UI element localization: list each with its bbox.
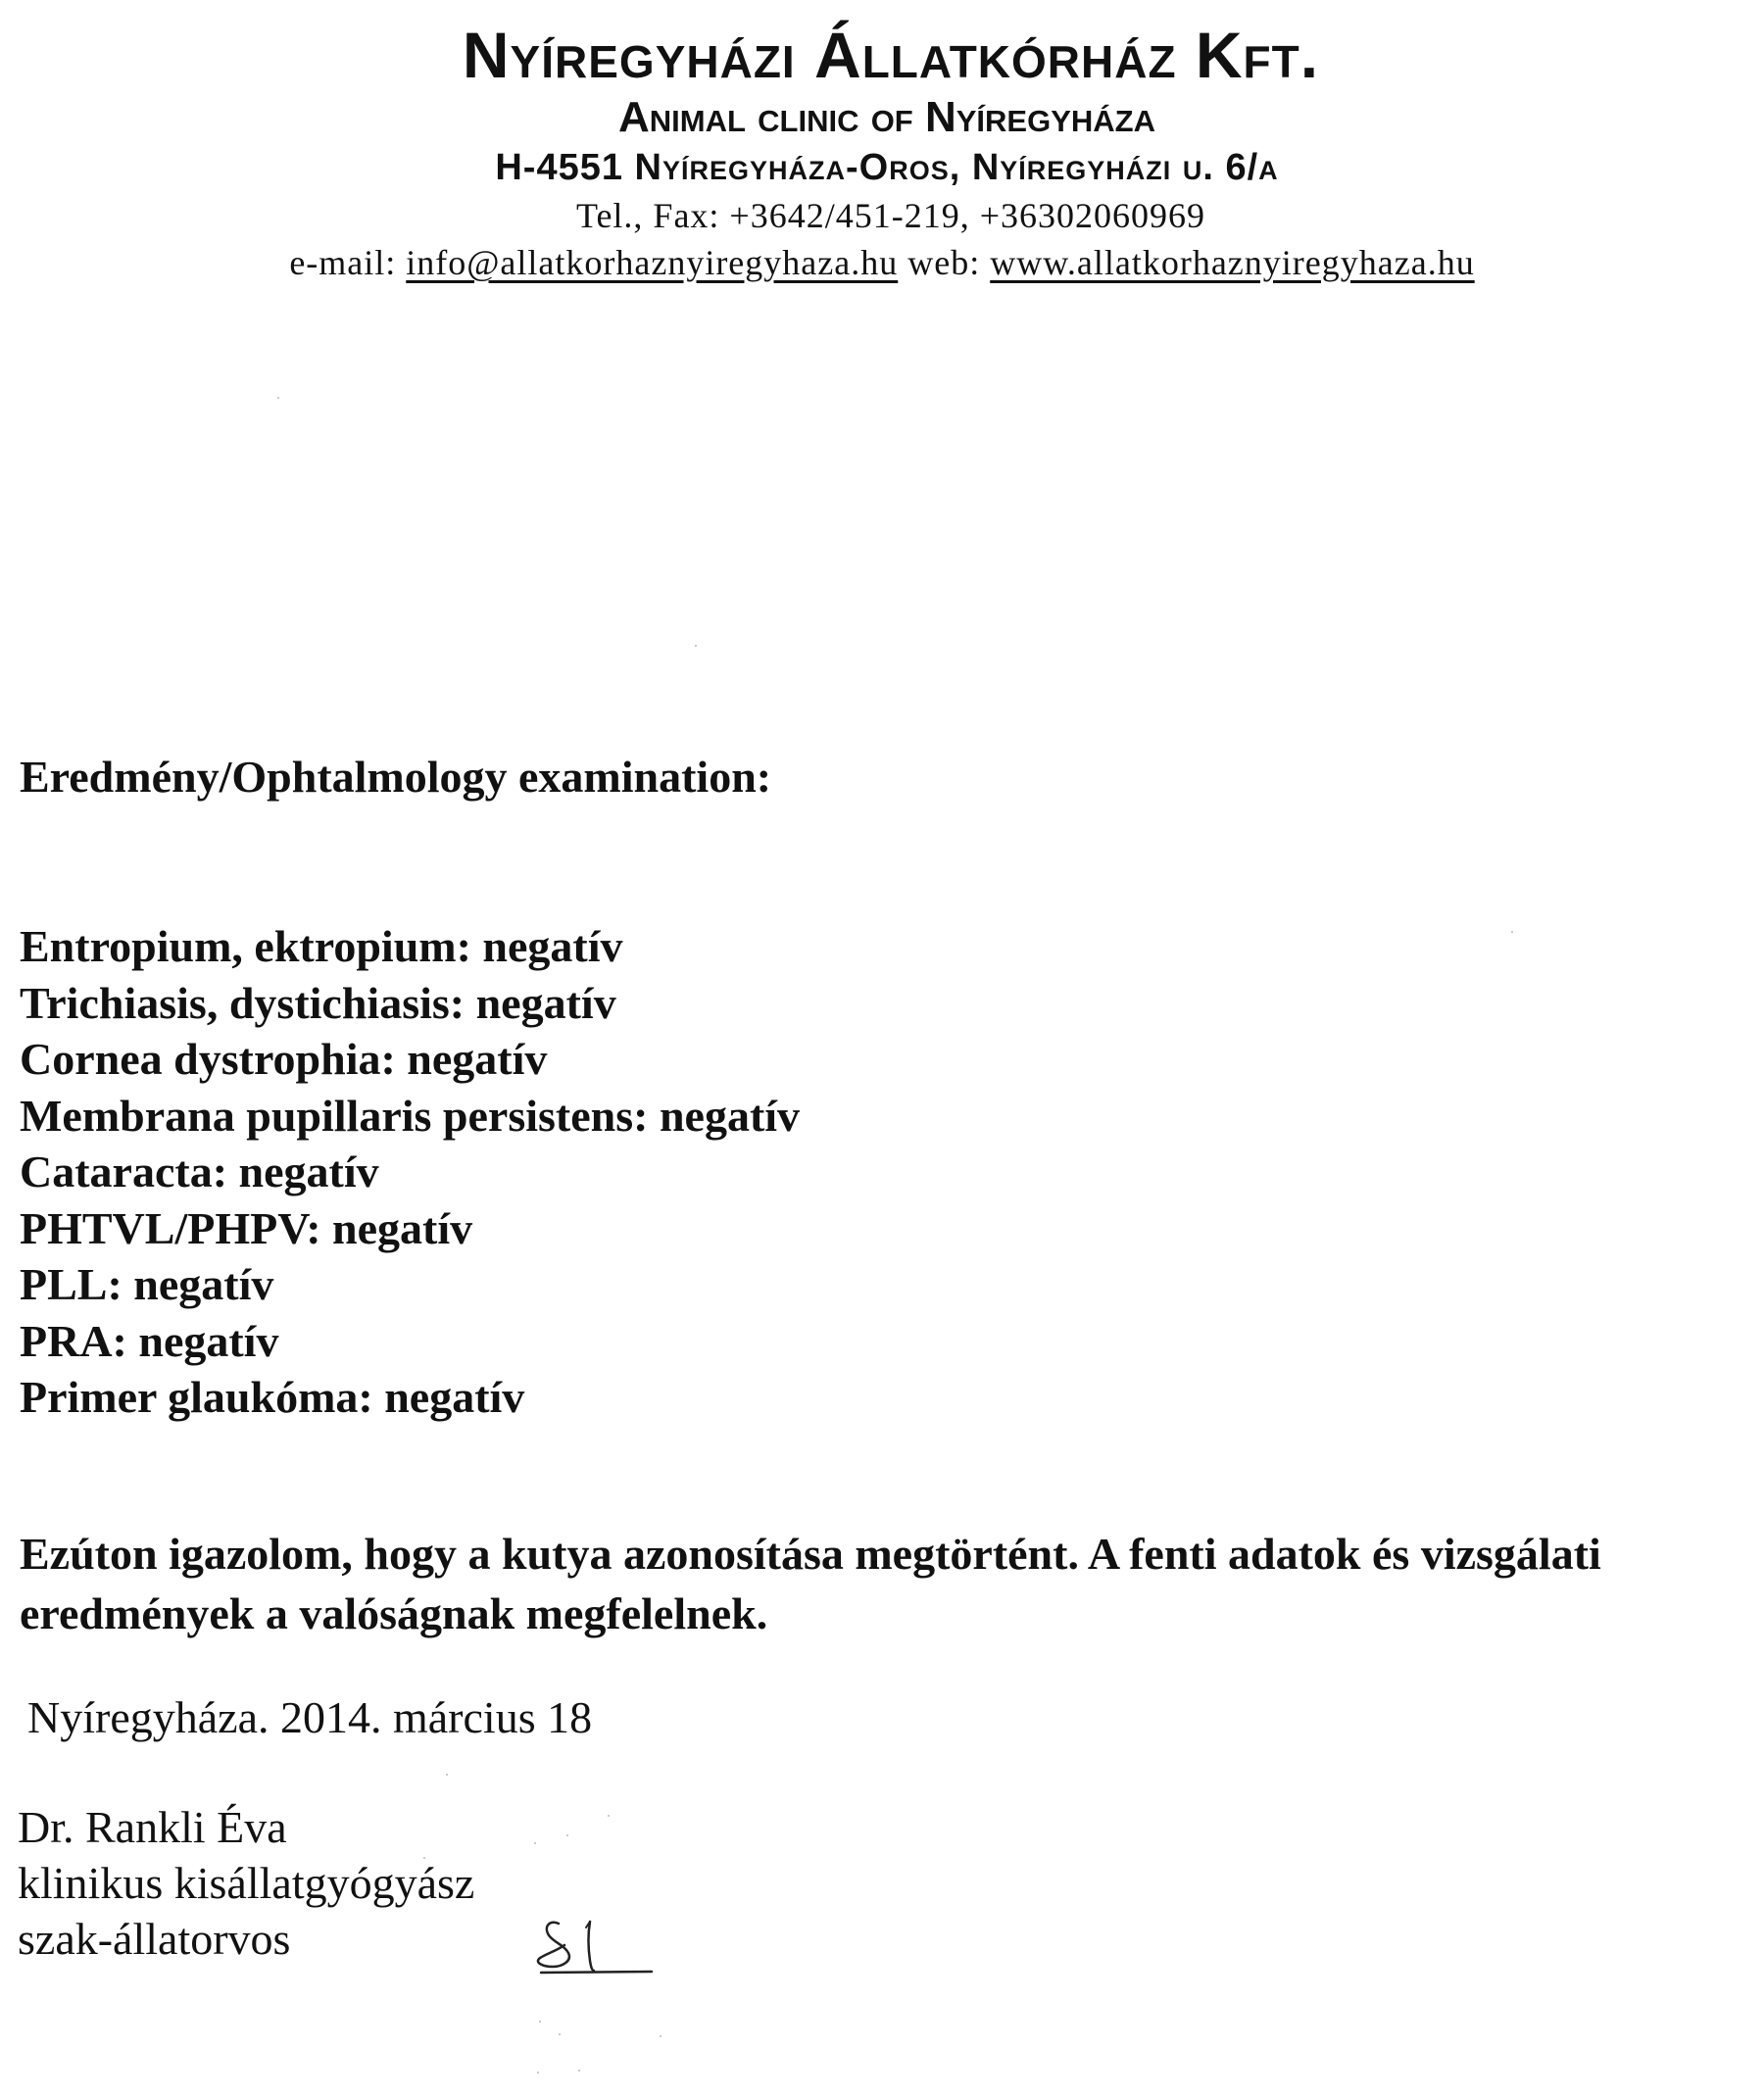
scan-speck: [537, 2072, 539, 2074]
scan-speck: [695, 645, 697, 647]
clinic-address: H-4551 Nyíregyháza-Oros, Nyíregyházi u. 6/a: [495, 147, 1279, 188]
scan-speck: [578, 2070, 580, 2072]
signer-name: Dr. Rankli Éva: [18, 1802, 287, 1852]
result-item: Primer glaukóma: negatív: [20, 1372, 525, 1422]
result-item: Trichiasis, dystichiasis: negatív: [20, 977, 616, 1028]
certification-statement: Ezúton igazolom, hogy a kutya azonosítása megtörtént. A fenti adatok és vizsgálati eredmények a valóságnak megfelelnek.: [20, 1529, 1601, 1638]
result-item: Entropium, ektropium: negatív: [20, 921, 623, 971]
letterhead: [0, 18, 1764, 286]
handwritten-signature: [529, 1906, 666, 1984]
scan-speck: [534, 1842, 536, 1844]
email-label: e-mail:: [289, 243, 397, 282]
web-link[interactable]: www.allatkorhaznyiregyhaza.hu: [990, 243, 1475, 282]
clinic-name: Nyíregyházi Állatkórház Kft.: [462, 19, 1320, 91]
web-label: web:: [907, 243, 981, 282]
result-item: Membrana pupillaris persistens: negatív: [20, 1090, 801, 1141]
signer-title: klinikus kisállatgyógyász: [18, 1858, 475, 1908]
clinic-phone: Tel., Fax: +3642/451-219, +36302060969: [575, 196, 1206, 235]
result-item: PRA: negatív: [20, 1315, 279, 1366]
result-item: Cataracta: negatív: [20, 1147, 379, 1196]
email-link[interactable]: info@allatkorhaznyiregyhaza.hu: [406, 243, 899, 282]
scan-speck: [660, 2035, 662, 2037]
place-date: Nyíregyháza. 2014. március 18: [27, 1692, 593, 1742]
results-list: [20, 918, 800, 1426]
scan-speck: [539, 2021, 541, 2023]
clinic-name-english: Animal clinic of Nyíregyháza: [618, 93, 1155, 141]
scan-speck: [446, 1774, 448, 1776]
result-item: PHTVL/PHPV: negatív: [20, 1202, 473, 1253]
signer-specialty: szak-állatorvos: [18, 1914, 291, 1964]
clinic-contact-line: [0, 239, 1764, 286]
scan-speck: [559, 2033, 561, 2035]
scan-speck: [1511, 931, 1513, 933]
scan-speck: [277, 397, 279, 399]
scan-speck: [566, 1834, 568, 1836]
signer-block: [18, 1799, 474, 1967]
result-item: Cornea dystrophia: negatív: [20, 1034, 548, 1084]
scan-speck: [608, 1815, 610, 1817]
result-item: PLL: negatív: [20, 1259, 274, 1309]
section-title: Eredmény/Ophtalmology examination:: [20, 752, 772, 802]
